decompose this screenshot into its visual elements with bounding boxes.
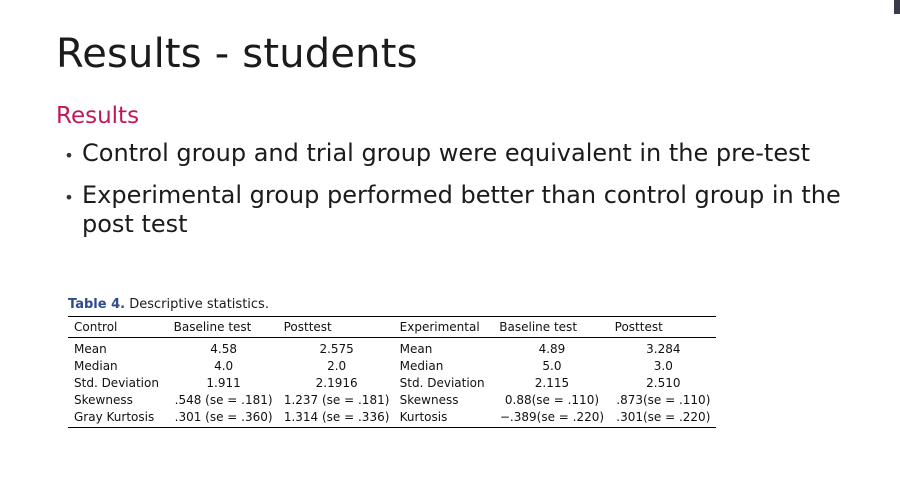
table-cell: 2.115 bbox=[534, 376, 570, 390]
table-cell: Std. Deviation bbox=[74, 376, 159, 390]
table-cell: 1.237 (se = .181) bbox=[283, 393, 390, 407]
table-row bbox=[68, 392, 716, 409]
list-item bbox=[56, 181, 856, 240]
descriptive-statistics-table bbox=[68, 316, 716, 428]
table-cell: 2.510 bbox=[646, 376, 681, 390]
table-cell: −.389(se = .220) bbox=[493, 409, 608, 428]
table-row bbox=[68, 375, 716, 392]
table-cell: Skewness bbox=[399, 393, 459, 407]
table-cell: 2.575 bbox=[319, 342, 354, 356]
table-row bbox=[68, 358, 716, 375]
table-caption-label: Table 4. bbox=[68, 297, 126, 312]
column-header: Baseline test bbox=[168, 317, 278, 338]
page-title: Results - students bbox=[56, 31, 418, 77]
table-cell: 5.0 bbox=[542, 359, 562, 373]
column-header: Experimental bbox=[394, 317, 494, 338]
screen-edge-marker bbox=[894, 0, 900, 14]
bullet-text: Control group and trial group were equivalent in the pre-test bbox=[82, 139, 810, 167]
table-cell: 4.58 bbox=[210, 342, 237, 356]
section-heading: Results bbox=[56, 103, 140, 129]
table-cell: Gray Kurtosis bbox=[68, 409, 168, 428]
table-cell: 2.1916 bbox=[315, 376, 358, 390]
column-header: Baseline test bbox=[493, 317, 608, 338]
table-caption-text: Descriptive statistics. bbox=[129, 297, 269, 312]
column-header: Control bbox=[68, 317, 168, 338]
table-cell: 2.0 bbox=[327, 359, 347, 373]
table-cell: 3.284 bbox=[646, 342, 681, 356]
bullet-list bbox=[56, 139, 856, 250]
table-cell: Mean bbox=[74, 342, 107, 356]
table-cell: 3.0 bbox=[653, 359, 673, 373]
table-cell: 1.911 bbox=[206, 376, 241, 390]
table-row bbox=[68, 338, 716, 358]
table-cell: .301(se = .220) bbox=[609, 409, 716, 428]
table-cell: Mean bbox=[399, 342, 433, 356]
table-cell: .873(se = .110) bbox=[616, 393, 711, 407]
table-caption bbox=[68, 297, 716, 312]
table-cell: Std. Deviation bbox=[399, 376, 485, 390]
table-cell: Skewness bbox=[74, 393, 133, 407]
column-header: Posttest bbox=[609, 317, 716, 338]
list-item bbox=[56, 139, 856, 171]
table-cell: Median bbox=[74, 359, 118, 373]
table-cell: 4.0 bbox=[214, 359, 234, 373]
table-cell: 0.88(se = .110) bbox=[504, 393, 600, 407]
bullet-dot-icon: • bbox=[64, 188, 74, 207]
table-cell: 4.89 bbox=[538, 342, 566, 356]
table-cell: Kurtosis bbox=[394, 409, 494, 428]
column-header: Posttest bbox=[278, 317, 394, 338]
table-cell: .301 (se = .360) bbox=[168, 409, 278, 428]
bullet-text: Experimental group performed better than control group in the post test bbox=[82, 181, 841, 239]
table-header-row bbox=[68, 317, 716, 338]
table-cell: 1.314 (se = .336) bbox=[278, 409, 394, 428]
table-cell: .548 (se = .181) bbox=[174, 393, 273, 407]
table-row bbox=[68, 409, 716, 428]
table-cell: Median bbox=[399, 359, 444, 373]
bullet-dot-icon: • bbox=[64, 146, 74, 165]
descriptive-statistics-table-block bbox=[68, 297, 716, 428]
